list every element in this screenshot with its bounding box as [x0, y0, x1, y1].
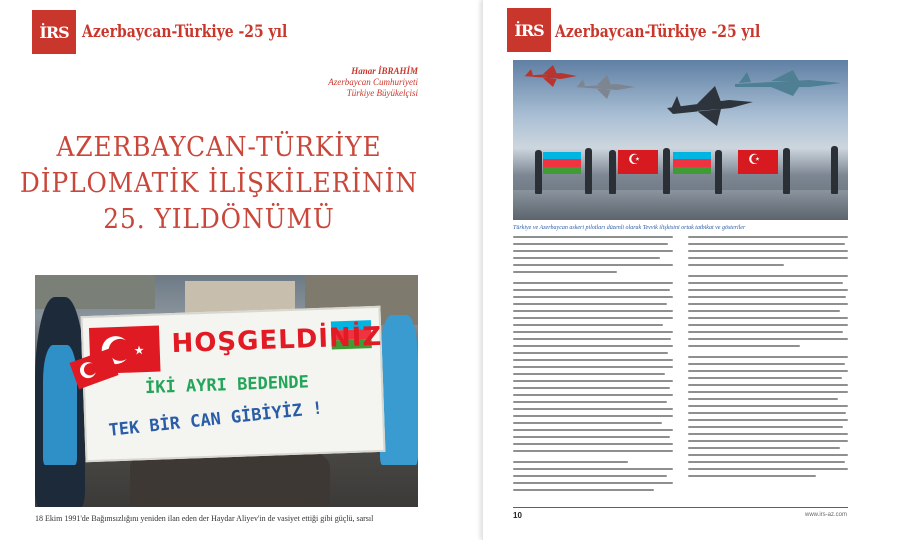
text-line — [688, 405, 848, 407]
text-line — [513, 482, 673, 484]
text-line — [688, 391, 848, 393]
text-line — [513, 257, 660, 259]
text-line — [513, 422, 662, 424]
banner-slogan-line-2: TEK BİR CAN GİBİYİZ ! — [107, 398, 324, 441]
text-line — [513, 429, 673, 431]
soldier — [831, 146, 838, 194]
text-line — [513, 359, 673, 361]
page-number: 10 — [513, 511, 522, 520]
text-line — [688, 454, 848, 456]
text-line — [688, 419, 848, 421]
text-line — [513, 415, 673, 417]
text-line — [513, 271, 617, 273]
turkey-flag — [738, 150, 778, 174]
text-line — [513, 331, 673, 333]
author-name: Hanar İBRAHİM — [351, 66, 418, 76]
page-gutter — [438, 0, 482, 540]
text-line — [513, 296, 673, 298]
text-line — [688, 236, 848, 238]
author-role: Azerbaycan Cumhuriyeti — [328, 77, 418, 87]
text-line — [688, 363, 845, 365]
irs-logo: İRS — [507, 8, 551, 52]
hosgeldiniz-banner — [81, 306, 386, 462]
header-title: Azerbaycan-Türkiye -25 yıl — [82, 22, 288, 42]
text-line — [688, 331, 843, 333]
text-line — [688, 370, 848, 372]
header-title: Azerbaycan-Türkiye -25 yıl — [555, 22, 761, 42]
text-line — [688, 377, 842, 379]
soldier — [783, 148, 790, 194]
text-line — [688, 412, 846, 414]
text-line — [513, 366, 673, 368]
text-line — [513, 324, 663, 326]
soldier — [715, 150, 722, 194]
text-line — [688, 461, 845, 463]
soldier — [585, 148, 592, 194]
text-line — [513, 394, 673, 396]
azerbaijan-flag — [673, 152, 711, 174]
crescent-icon: ☪ — [628, 153, 641, 168]
text-line — [513, 461, 628, 463]
azerbaijan-flag — [543, 152, 581, 174]
irs-logo: İRS — [32, 10, 76, 54]
jet-icon — [573, 74, 637, 100]
footer-divider — [513, 507, 848, 508]
person-right — [380, 315, 418, 465]
article-title — [0, 130, 438, 238]
text-line — [688, 356, 848, 358]
soldier — [535, 150, 542, 194]
body-text-start: 18 Ekim 1991'de Bağımsızlığını yeniden ilan eden der Haydar Aliyev'in de vasiyet ettiği gibi güçlü, sarsıl — [35, 514, 374, 523]
left-page — [0, 0, 438, 540]
text-line — [688, 243, 845, 245]
text-line — [688, 468, 848, 470]
text-line — [513, 236, 673, 238]
text-line — [513, 310, 673, 312]
title-line-3: 25. YILDÖNÜMÜ — [103, 204, 335, 235]
text-line — [513, 489, 654, 491]
text-line — [513, 373, 665, 375]
text-line — [513, 443, 673, 445]
crescent-icon: ☪ — [748, 153, 761, 168]
star-icon: ★ — [133, 343, 145, 358]
text-line — [513, 475, 667, 477]
text-line — [688, 475, 816, 477]
text-line — [688, 250, 848, 252]
text-line — [513, 387, 670, 389]
text-line — [688, 282, 843, 284]
text-line — [513, 317, 673, 319]
text-line — [688, 296, 846, 298]
text-line — [513, 345, 673, 347]
text-line — [688, 303, 848, 305]
text-line — [688, 317, 848, 319]
text-line — [513, 468, 673, 470]
text-line — [688, 310, 840, 312]
text-line — [688, 338, 848, 340]
text-line — [513, 401, 667, 403]
text-line — [688, 433, 848, 435]
text-line — [688, 384, 848, 386]
text-line — [513, 450, 673, 452]
text-line — [688, 264, 784, 266]
text-line — [688, 257, 848, 259]
tarmac — [513, 190, 848, 220]
soldier — [663, 148, 670, 194]
text-line — [513, 352, 668, 354]
text-line — [688, 275, 848, 277]
text-line — [513, 338, 671, 340]
text-line — [688, 289, 848, 291]
text-line — [513, 408, 673, 410]
text-line — [513, 250, 673, 252]
right-page — [482, 0, 900, 540]
jet-icon — [521, 64, 581, 88]
banner-slogan-line-1: İKİ AYRI BEDENDE — [144, 372, 310, 399]
author-role-2: Türkiye Büyükelçisi — [346, 88, 418, 98]
text-line — [513, 243, 668, 245]
title-line-2: DİPLOMATİK İLİŞKİLERİNİN — [19, 168, 419, 199]
text-line — [688, 440, 848, 442]
author-block — [328, 66, 418, 99]
text-line — [513, 282, 673, 284]
text-line — [513, 303, 667, 305]
photo-caption: Türkiye ve Azerbaycan askeri pilotları düzenli olarak Tevvik ilişkisini ortak tatbikat ve gösteriler — [513, 225, 746, 231]
text-line — [688, 447, 840, 449]
turkey-flag — [618, 150, 658, 174]
welcome-banner-photo — [35, 275, 418, 507]
text-line — [688, 345, 800, 347]
text-line — [513, 264, 673, 266]
jet-icon — [731, 68, 843, 98]
text-line — [688, 398, 838, 400]
text-line — [513, 380, 673, 382]
title-line-1: AZERBAYCAN-TÜRKİYE — [56, 132, 382, 163]
body-text-column-1 — [513, 236, 673, 496]
text-line — [513, 289, 670, 291]
soldier — [609, 150, 616, 194]
banner-welcome-text: HOŞGELDİNİZ — [171, 321, 383, 360]
jets-and-flags-photo — [513, 60, 848, 220]
website-link: www.irs-az.com — [805, 512, 848, 518]
text-line — [688, 426, 843, 428]
text-line — [513, 436, 670, 438]
text-line — [688, 324, 848, 326]
body-text-column-2 — [688, 236, 848, 482]
